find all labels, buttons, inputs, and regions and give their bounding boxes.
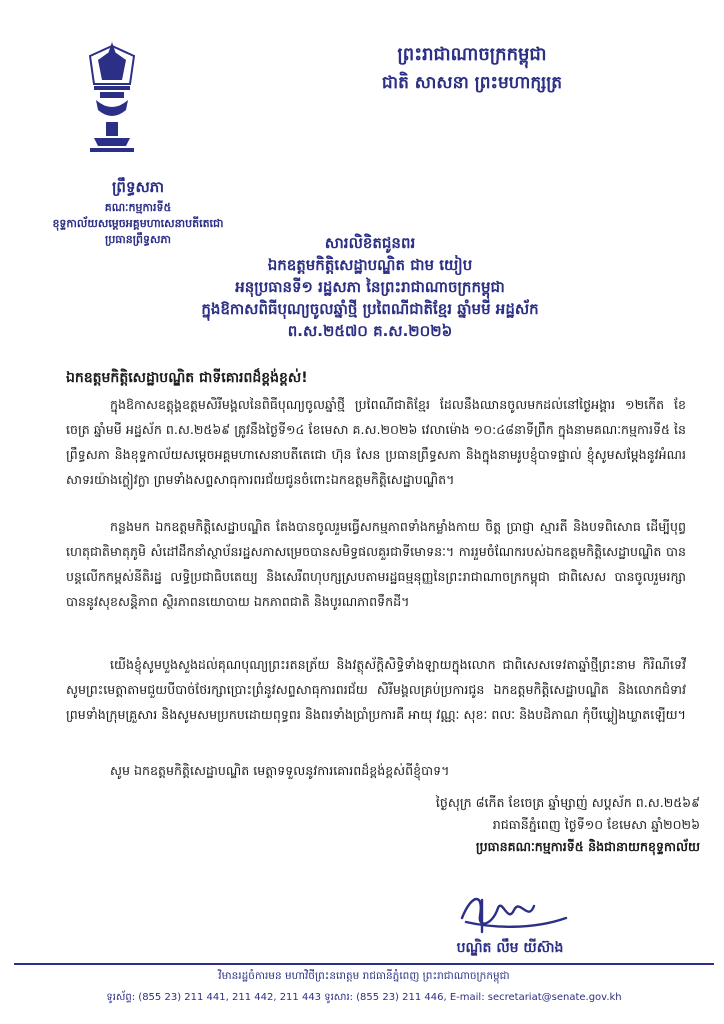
dateline	[330, 792, 700, 858]
paragraph-3	[66, 652, 686, 727]
handwritten-signature-icon	[442, 888, 572, 938]
footer-address: វិមានរដ្ឋចំការមន មហាវិថីព្រះនរោត្តម រាជធានីភ្នំពេញ ព្រះរាជាណាចក្រកម្ពុជា	[218, 970, 510, 982]
paragraph-1	[66, 392, 686, 492]
institution-name: ព្រឹទ្ធសភា	[111, 178, 165, 196]
heading-line-2: ឯកឧត្តមកិត្តិសេដ្ឋាបណ្ឌិត ជាម យៀប	[267, 256, 473, 274]
paragraph-2-text: កន្លងមក ឯកឧត្តមកិត្តិសេដ្ឋាបណ្ឌិត តែងបានចូលរួមធ្វើសកម្មភាពទាំងកម្លាំងកាយ ចិត្ត ប្រាជ្ញា ស្មារតី និងបទពិសោធ ដើម្បីបុព្វហេតុជាតិមាតុភូមិ សំដៅដឹកនាំស្ថាប័នរដ្ឋសភាសម្រេចបានសមិទ្ធផលគួរជាទីមោទនៈ។ ការរួមចំណែករបស់ឯកឧត្តមកិត្តិសេដ្ឋាបណ្ឌិត បានបន្តលើកកម្ពស់នីតិរដ្ឋ លទ្ធិប្រជាធិបតេយ្យ និងសេរីពហុបក្សស្របតាមរដ្ឋធម្មនុញ្ញនៃព្រះរាជាណាចក្រកម្ពុជា ជាពិសេស បានចូលរួមរក្សាបាននូវសុខសន្តិភាព ស្ថិរភាពនយោបាយ ឯកភាពជាតិ និងបូរណភាពទឹកដី។	[66, 519, 686, 609]
heading-line-1: សារលិខិតជូនពរ	[324, 234, 416, 252]
signer-title: ប្រធានគណៈកម្មការទី៥ និងជានាយកខុទ្ទកាល័យ	[475, 839, 700, 854]
paragraph-4	[66, 758, 686, 783]
heading-line-4: ក្នុងឱកាសពិធីបុណ្យចូលឆ្នាំថ្មី ប្រពៃណីជាតិខ្មែរ ឆ្នាំមមី អដ្ឋស័ក	[201, 300, 539, 318]
paragraph-1-text: ក្នុងឱកាសឧត្តុង្គឧត្តមសិរីមង្គលនៃពិធីបុណ្យចូលឆ្នាំថ្មី ប្រពៃណីជាតិខ្មែរ ដែលនឹងឈានចូលមកដល់នៅថ្ងៃអង្គារ ១២កើត ខែចេត្រ ឆ្នាំមមី អដ្ឋស័ក ព.ស.២៥៦៩ ត្រូវនឹងថ្ងៃទី១៤ ខែមេសា គ.ស.២០២៦ វេលាម៉ោង ១០:៤៨នាទីព្រឹក ក្នុងនាមគណៈកម្មការទី៥ នៃព្រឹទ្ធសភា និងខុទ្ទកាល័យសម្តេចអគ្គមហាសេនាបតីតេជោ ហ៊ុន សែន ប្រធានព្រឹទ្ធសភា និងក្នុងនាមរូបខ្ញុំបាទផ្ទាល់ ខ្ញុំសូមសម្តែងនូវអំណរសាទរយ៉ាងក្លៀវក្លា ព្រមទាំងសព្ទសាធុការពរជ័យជូនចំពោះឯកឧត្តមកិត្តិសេដ្ឋាបណ្ឌិត។	[66, 397, 686, 487]
office-line-2: ប្រធានព្រឹទ្ធសភា	[105, 233, 171, 246]
lunar-date: ថ្ងៃសុក្រ ៨កើត ខែចេត្រ ឆ្នាំម្សាញ់ សប្តស័ក ព.ស.២៥៦៩	[435, 795, 700, 810]
solar-date: រាជធានីភ្នំពេញ ថ្ងៃទី១០ ខែមេសា ឆ្នាំ២០២៦	[492, 817, 700, 832]
paragraph-4-text: សូម ឯកឧត្តមកិត្តិសេដ្ឋាបណ្ឌិត មេត្តាទទួលនូវការគោរពដ៏ខ្ពង់ខ្ពស់ពីខ្ញុំបាទ។	[110, 763, 450, 778]
kingdom-title: ព្រះរាជាណាចក្រកម្ពុជា	[397, 44, 547, 65]
heading-line-3: អនុប្រធានទី១ រដ្ឋសភា នៃព្រះរាជាណាចក្រកម្ពុជា	[235, 278, 505, 296]
letter-heading	[60, 232, 680, 342]
signer-name: បណ្ឌិត លឹម យីស៊ាង	[456, 940, 564, 956]
paragraph-3-text: យើងខ្ញុំសូមបួងសួងដល់គុណបុណ្យព្រះរតនត្រ័យ និងវត្ថុស័ក្តិសិទ្ធិទាំងឡាយក្នុងលោក ជាពិសេសទេវតាឆ្នាំថ្មីព្រះនាម កិរិណីទេវី សូមព្រះមេត្តាតាមជួយបីបាច់ថែរក្សាប្រោះព្រំនូវសព្ទសាធុការពរជ័យ សិរីមង្គលគ្រប់ប្រការជូន ឯកឧត្តមកិត្តិសេដ្ឋាបណ្ឌិត និងលោកជំទាវ ព្រមទាំងក្រុមគ្រួសារ និងសូមសមប្រកបដោយពុទ្ធពរ និងពរទាំងប្រាំប្រការគឺ អាយុ វណ្ណៈ សុខៈ ពលៈ និងបដិភាណ កុំបីឃ្លៀងឃ្លាតឡើយ។	[66, 657, 686, 722]
senate-emblem-icon	[80, 40, 144, 160]
commission-name: គណៈកម្មការទី៥	[104, 201, 172, 214]
heading-line-5: ព.ស.២៥៧០ គ.ស.២០២៦	[287, 322, 453, 340]
paragraph-2	[66, 514, 686, 614]
office-line: ខុទ្ទកាល័យសម្តេចអគ្គមហាសេនាបតីតេជោ	[52, 217, 224, 230]
national-motto: ជាតិ សាសនា ព្រះមហាក្សត្រ	[381, 73, 563, 93]
salutation: ឯកឧត្តមកិត្តិសេដ្ឋាបណ្ឌិត ជាទីគោរពដ៏ខ្ពង់ខ្ពស់!	[66, 370, 308, 386]
footer-contacts: ទូរស័ព្ទ: (855 23) 211 441, 211 442, 211 443 ទូរសារ: (855 23) 211 446, E-mail: secretariat@senate.gov.kh	[106, 992, 622, 1003]
footer-divider	[14, 963, 714, 965]
